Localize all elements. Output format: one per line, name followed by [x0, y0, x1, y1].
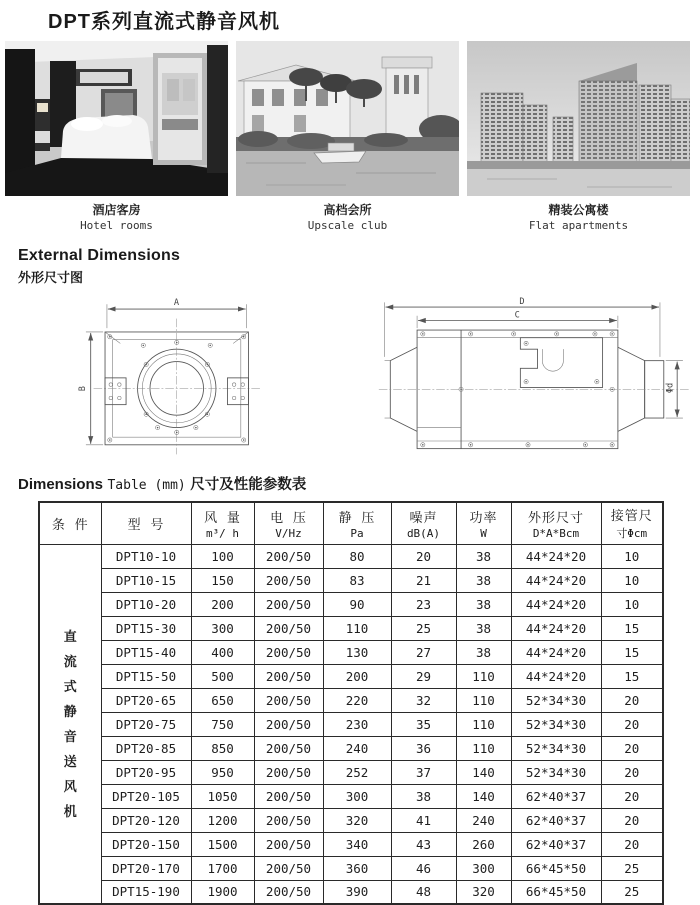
- table-cell: 46: [391, 856, 456, 880]
- caption-zh: 高档会所: [323, 203, 372, 217]
- table-cell: 1200: [191, 808, 254, 832]
- table-cell: 260: [456, 832, 511, 856]
- table-cell: 21: [391, 568, 456, 592]
- table-cell: 36: [391, 736, 456, 760]
- table-cell: 150: [191, 568, 254, 592]
- col-static-pressure: 静 压 Pa: [323, 502, 391, 544]
- col-outer-size: 外形尺寸 D*A*Bcm: [511, 502, 601, 544]
- table-cell: 15: [601, 616, 663, 640]
- table-cell: 220: [323, 688, 391, 712]
- table-cell: 850: [191, 736, 254, 760]
- table-cell: 200/50: [254, 544, 323, 568]
- photo-upscale-club: [236, 41, 459, 232]
- table-cell: 200/50: [254, 664, 323, 688]
- table-cell: 1900: [191, 880, 254, 904]
- model-cell: DPT10-20: [101, 592, 191, 616]
- caption-zh: 酒店客房: [92, 203, 141, 217]
- table-cell: 200/50: [254, 688, 323, 712]
- datasheet-page: [0, 5, 700, 905]
- table-cell: 200/50: [254, 736, 323, 760]
- table-cell: 110: [323, 616, 391, 640]
- external-dimensions-heading-en: External Dimensions: [18, 247, 181, 264]
- table-cell: 20: [601, 688, 663, 712]
- table-row: [39, 760, 663, 784]
- upscale-club-photo: [236, 41, 459, 196]
- model-cell: DPT20-85: [101, 736, 191, 760]
- table-cell: 200/50: [254, 880, 323, 904]
- table-cell: 200/50: [254, 712, 323, 736]
- model-cell: DPT20-150: [101, 832, 191, 856]
- photo-flat-apartments: [467, 41, 690, 232]
- table-cell: 66*45*50: [511, 880, 601, 904]
- table-cell: 110: [456, 712, 511, 736]
- table-cell: 10: [601, 544, 663, 568]
- table-row: [39, 688, 663, 712]
- table-cell: 38: [391, 784, 456, 808]
- model-cell: DPT20-105: [101, 784, 191, 808]
- table-cell: 320: [456, 880, 511, 904]
- table-cell: 20: [601, 832, 663, 856]
- table-cell: 400: [191, 640, 254, 664]
- table-cell: 43: [391, 832, 456, 856]
- table-cell: 200: [323, 664, 391, 688]
- dimensions-table-heading: [18, 473, 700, 494]
- table-cell: 110: [456, 664, 511, 688]
- table-cell: 1050: [191, 784, 254, 808]
- condition-cell: 直 流 式 静 音 送 风 机: [39, 544, 101, 904]
- table-cell: 29: [391, 664, 456, 688]
- table-row: [39, 736, 663, 760]
- col-duct-size: 接管尺 寸Φcm: [601, 502, 663, 544]
- table-cell: 252: [323, 760, 391, 784]
- table-cell: 320: [323, 808, 391, 832]
- table-header-row: [39, 502, 663, 544]
- table-cell: 300: [191, 616, 254, 640]
- table-cell: 37: [391, 760, 456, 784]
- page-title: DPT系列直流式静音风机: [48, 11, 280, 33]
- table-cell: 110: [456, 736, 511, 760]
- photo-caption: [467, 201, 690, 232]
- table-cell: 200/50: [254, 640, 323, 664]
- col-condition: 条 件: [39, 502, 101, 544]
- table-cell: 52*34*30: [511, 736, 601, 760]
- table-cell: 200/50: [254, 832, 323, 856]
- table-cell: 38: [456, 544, 511, 568]
- table-body: [39, 544, 663, 904]
- photo-strip: [0, 34, 700, 232]
- table-cell: 44*24*20: [511, 640, 601, 664]
- table-heading-zh: 尺寸及性能参数表: [190, 477, 307, 493]
- table-cell: 44*24*20: [511, 616, 601, 640]
- model-cell: DPT15-30: [101, 616, 191, 640]
- col-voltage: 电 压 V/Hz: [254, 502, 323, 544]
- table-cell: 200/50: [254, 616, 323, 640]
- table-cell: 200: [191, 592, 254, 616]
- model-cell: DPT15-40: [101, 640, 191, 664]
- table-cell: 44*24*20: [511, 544, 601, 568]
- front-view-drawing: [62, 290, 349, 460]
- table-cell: 950: [191, 760, 254, 784]
- table-cell: 66*45*50: [511, 856, 601, 880]
- table-cell: 300: [456, 856, 511, 880]
- table-cell: 130: [323, 640, 391, 664]
- table-cell: 200/50: [254, 592, 323, 616]
- table-row: [39, 664, 663, 688]
- table-cell: 80: [323, 544, 391, 568]
- col-model: 型 号: [101, 502, 191, 544]
- table-cell: 390: [323, 880, 391, 904]
- hotel-room-image: [5, 41, 228, 196]
- table-cell: 240: [323, 736, 391, 760]
- side-view-drawing: [375, 290, 700, 460]
- table-cell: 360: [323, 856, 391, 880]
- table-cell: 10: [601, 592, 663, 616]
- table-cell: 27: [391, 640, 456, 664]
- table-row: [39, 616, 663, 640]
- table-cell: 20: [601, 712, 663, 736]
- performance-table: [38, 501, 664, 905]
- dim-label-A: A: [173, 298, 180, 309]
- table-cell: 200/50: [254, 760, 323, 784]
- table-cell: 52*34*30: [511, 760, 601, 784]
- table-row: [39, 832, 663, 856]
- table-cell: 140: [456, 760, 511, 784]
- table-cell: 750: [191, 712, 254, 736]
- table-cell: 44*24*20: [511, 664, 601, 688]
- model-cell: DPT15-190: [101, 880, 191, 904]
- table-row: [39, 856, 663, 880]
- table-row: [39, 880, 663, 904]
- table-cell: 25: [391, 616, 456, 640]
- table-cell: 20: [601, 760, 663, 784]
- table-cell: 38: [456, 568, 511, 592]
- hotel-room-photo: [5, 41, 228, 196]
- table-row: [39, 640, 663, 664]
- external-dimensions-heading-zh: 外形尺寸图: [18, 270, 84, 285]
- table-cell: 35: [391, 712, 456, 736]
- photo-caption: [236, 201, 459, 232]
- table-cell: 15: [601, 640, 663, 664]
- table-row: [39, 784, 663, 808]
- col-noise: 噪声 dB(A): [391, 502, 456, 544]
- caption-en: Flat apartments: [528, 219, 629, 232]
- table-cell: 48: [391, 880, 456, 904]
- table-cell: 200/50: [254, 808, 323, 832]
- table-cell: 240: [456, 808, 511, 832]
- table-cell: 52*34*30: [511, 712, 601, 736]
- table-cell: 23: [391, 592, 456, 616]
- table-cell: 44*24*20: [511, 568, 601, 592]
- table-cell: 10: [601, 568, 663, 592]
- col-power: 功率 W: [456, 502, 511, 544]
- model-cell: DPT10-10: [101, 544, 191, 568]
- table-cell: 62*40*37: [511, 808, 601, 832]
- model-cell: DPT20-120: [101, 808, 191, 832]
- model-cell: DPT20-65: [101, 688, 191, 712]
- table-cell: 20: [601, 808, 663, 832]
- table-cell: 1700: [191, 856, 254, 880]
- table-cell: 38: [456, 616, 511, 640]
- dim-label-C: C: [514, 310, 520, 321]
- model-cell: DPT10-15: [101, 568, 191, 592]
- model-cell: DPT20-95: [101, 760, 191, 784]
- table-cell: 200/50: [254, 784, 323, 808]
- table-cell: 140: [456, 784, 511, 808]
- table-cell: 20: [601, 784, 663, 808]
- photo-caption: [5, 201, 228, 232]
- dim-label-B: B: [77, 386, 88, 392]
- table-row: [39, 592, 663, 616]
- upscale-club-image: [236, 41, 459, 196]
- table-row: [39, 808, 663, 832]
- table-cell: 44*24*20: [511, 592, 601, 616]
- table-cell: 25: [601, 880, 663, 904]
- table-heading-en-rest: Table (mm): [107, 478, 186, 493]
- technical-drawings: [62, 290, 700, 460]
- table-cell: 25: [601, 856, 663, 880]
- col-air-volume: 风 量 m³/ h: [191, 502, 254, 544]
- model-cell: DPT15-50: [101, 664, 191, 688]
- table-cell: 500: [191, 664, 254, 688]
- caption-zh: 精装公寓楼: [548, 203, 609, 217]
- table-cell: 20: [391, 544, 456, 568]
- table-heading-en-bold: Dimensions: [18, 476, 104, 493]
- external-dimensions-section-head: [18, 247, 700, 286]
- table-cell: 32: [391, 688, 456, 712]
- table-cell: 15: [601, 664, 663, 688]
- table-cell: 90: [323, 592, 391, 616]
- model-cell: DPT20-170: [101, 856, 191, 880]
- table-cell: 83: [323, 568, 391, 592]
- table-cell: 41: [391, 808, 456, 832]
- table-cell: 62*40*37: [511, 784, 601, 808]
- table-header: [39, 502, 663, 544]
- table-cell: 200/50: [254, 856, 323, 880]
- table-cell: 100: [191, 544, 254, 568]
- table-row: [39, 544, 663, 568]
- table-cell: 62*40*37: [511, 832, 601, 856]
- caption-en: Hotel rooms: [80, 219, 153, 232]
- table-cell: 200/50: [254, 568, 323, 592]
- caption-en: Upscale club: [307, 219, 388, 232]
- table-cell: 340: [323, 832, 391, 856]
- table-row: [39, 712, 663, 736]
- table-cell: 20: [601, 736, 663, 760]
- dim-label-D: D: [519, 297, 525, 308]
- flat-apartments-photo: [467, 41, 690, 196]
- table-cell: 38: [456, 592, 511, 616]
- table-cell: 110: [456, 688, 511, 712]
- table-cell: 300: [323, 784, 391, 808]
- table-cell: 1500: [191, 832, 254, 856]
- dim-label-phi-d: Φd: [665, 382, 676, 394]
- table-cell: 650: [191, 688, 254, 712]
- table-cell: 38: [456, 640, 511, 664]
- table-cell: 230: [323, 712, 391, 736]
- photo-hotel-rooms: [5, 41, 228, 232]
- table-row: [39, 568, 663, 592]
- model-cell: DPT20-75: [101, 712, 191, 736]
- flat-apartments-image: [467, 41, 690, 196]
- table-cell: 52*34*30: [511, 688, 601, 712]
